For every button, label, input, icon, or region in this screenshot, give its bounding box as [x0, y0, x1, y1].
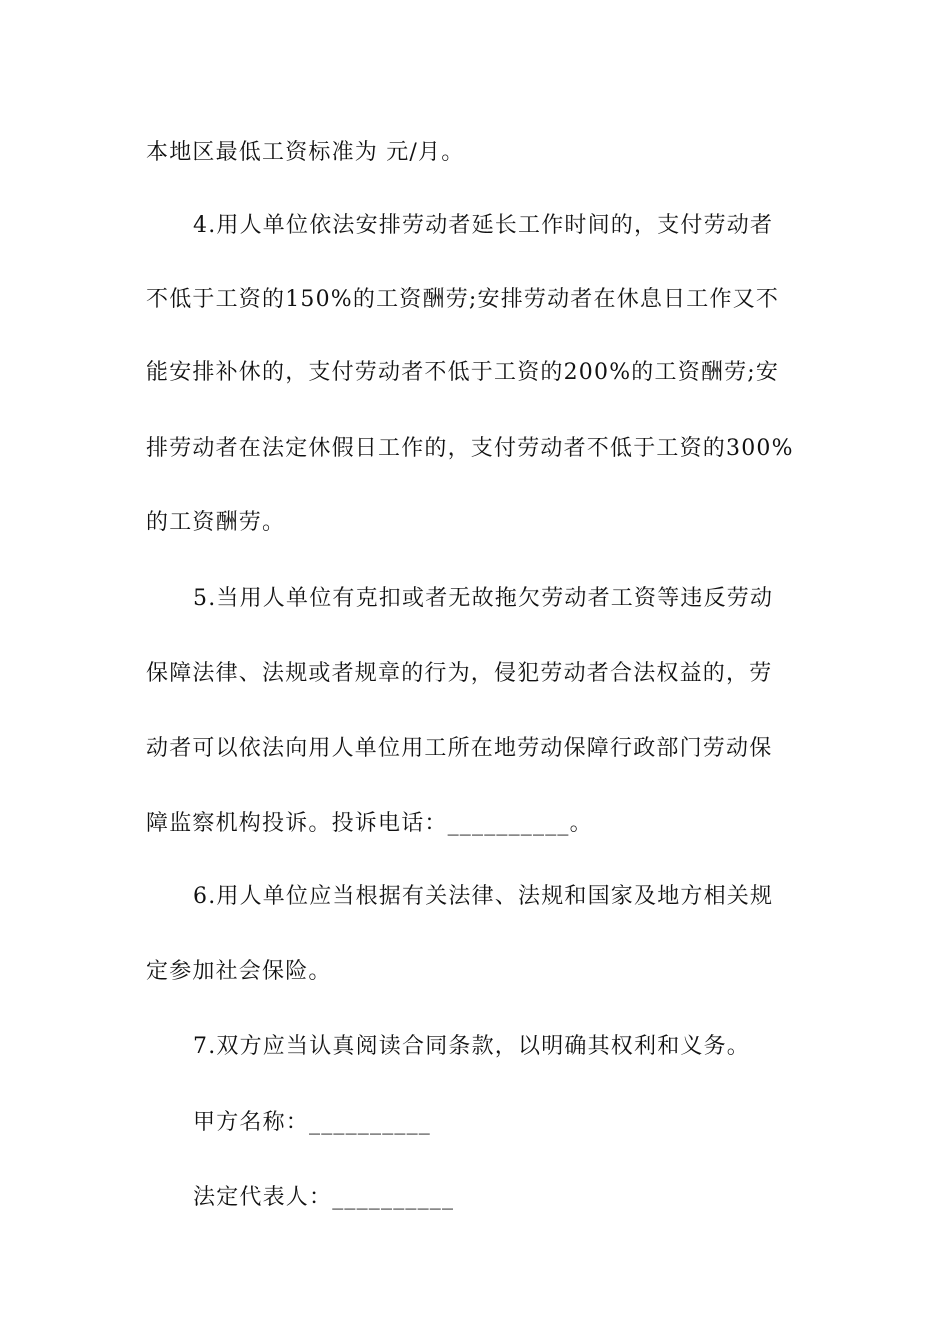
paragraph-line: 排劳动者在法定休假日工作的，支付劳动者不低于工资的300%	[146, 436, 794, 461]
paragraph-line: 的工资酬劳。	[146, 510, 286, 535]
paragraph-line: 保障法律、法规或者规章的行为，侵犯劳动者合法权益的，劳	[146, 661, 773, 686]
paragraph-line: 5.当用人单位有克扣或者无故拖欠劳动者工资等违反劳动	[193, 586, 774, 611]
paragraph-line: 4.用人单位依法安排劳动者延长工作时间的，支付劳动者	[193, 213, 774, 238]
paragraph-line: 动者可以依法向用人单位用工所在地劳动保障行政部门劳动保	[146, 736, 773, 761]
paragraph-line: 本地区最低工资标准为 元/月。	[146, 140, 465, 165]
paragraph-line: 障监察机构投诉。投诉电话：__________。	[146, 811, 593, 836]
paragraph-line: 定参加社会保险。	[146, 959, 332, 984]
paragraph-line: 7.双方应当认真阅读合同条款，以明确其权利和义务。	[193, 1034, 750, 1059]
party-a-name-line: 甲方名称：__________	[193, 1110, 432, 1135]
paragraph-line: 6.用人单位应当根据有关法律、法规和国家及地方相关规	[193, 884, 774, 909]
paragraph-line: 不低于工资的150%的工资酬劳;安排劳动者在休息日工作又不	[146, 287, 780, 312]
paragraph-line: 能安排补休的，支付劳动者不低于工资的200%的工资酬劳;安	[146, 360, 780, 385]
legal-representative-line: 法定代表人：__________	[193, 1185, 455, 1210]
